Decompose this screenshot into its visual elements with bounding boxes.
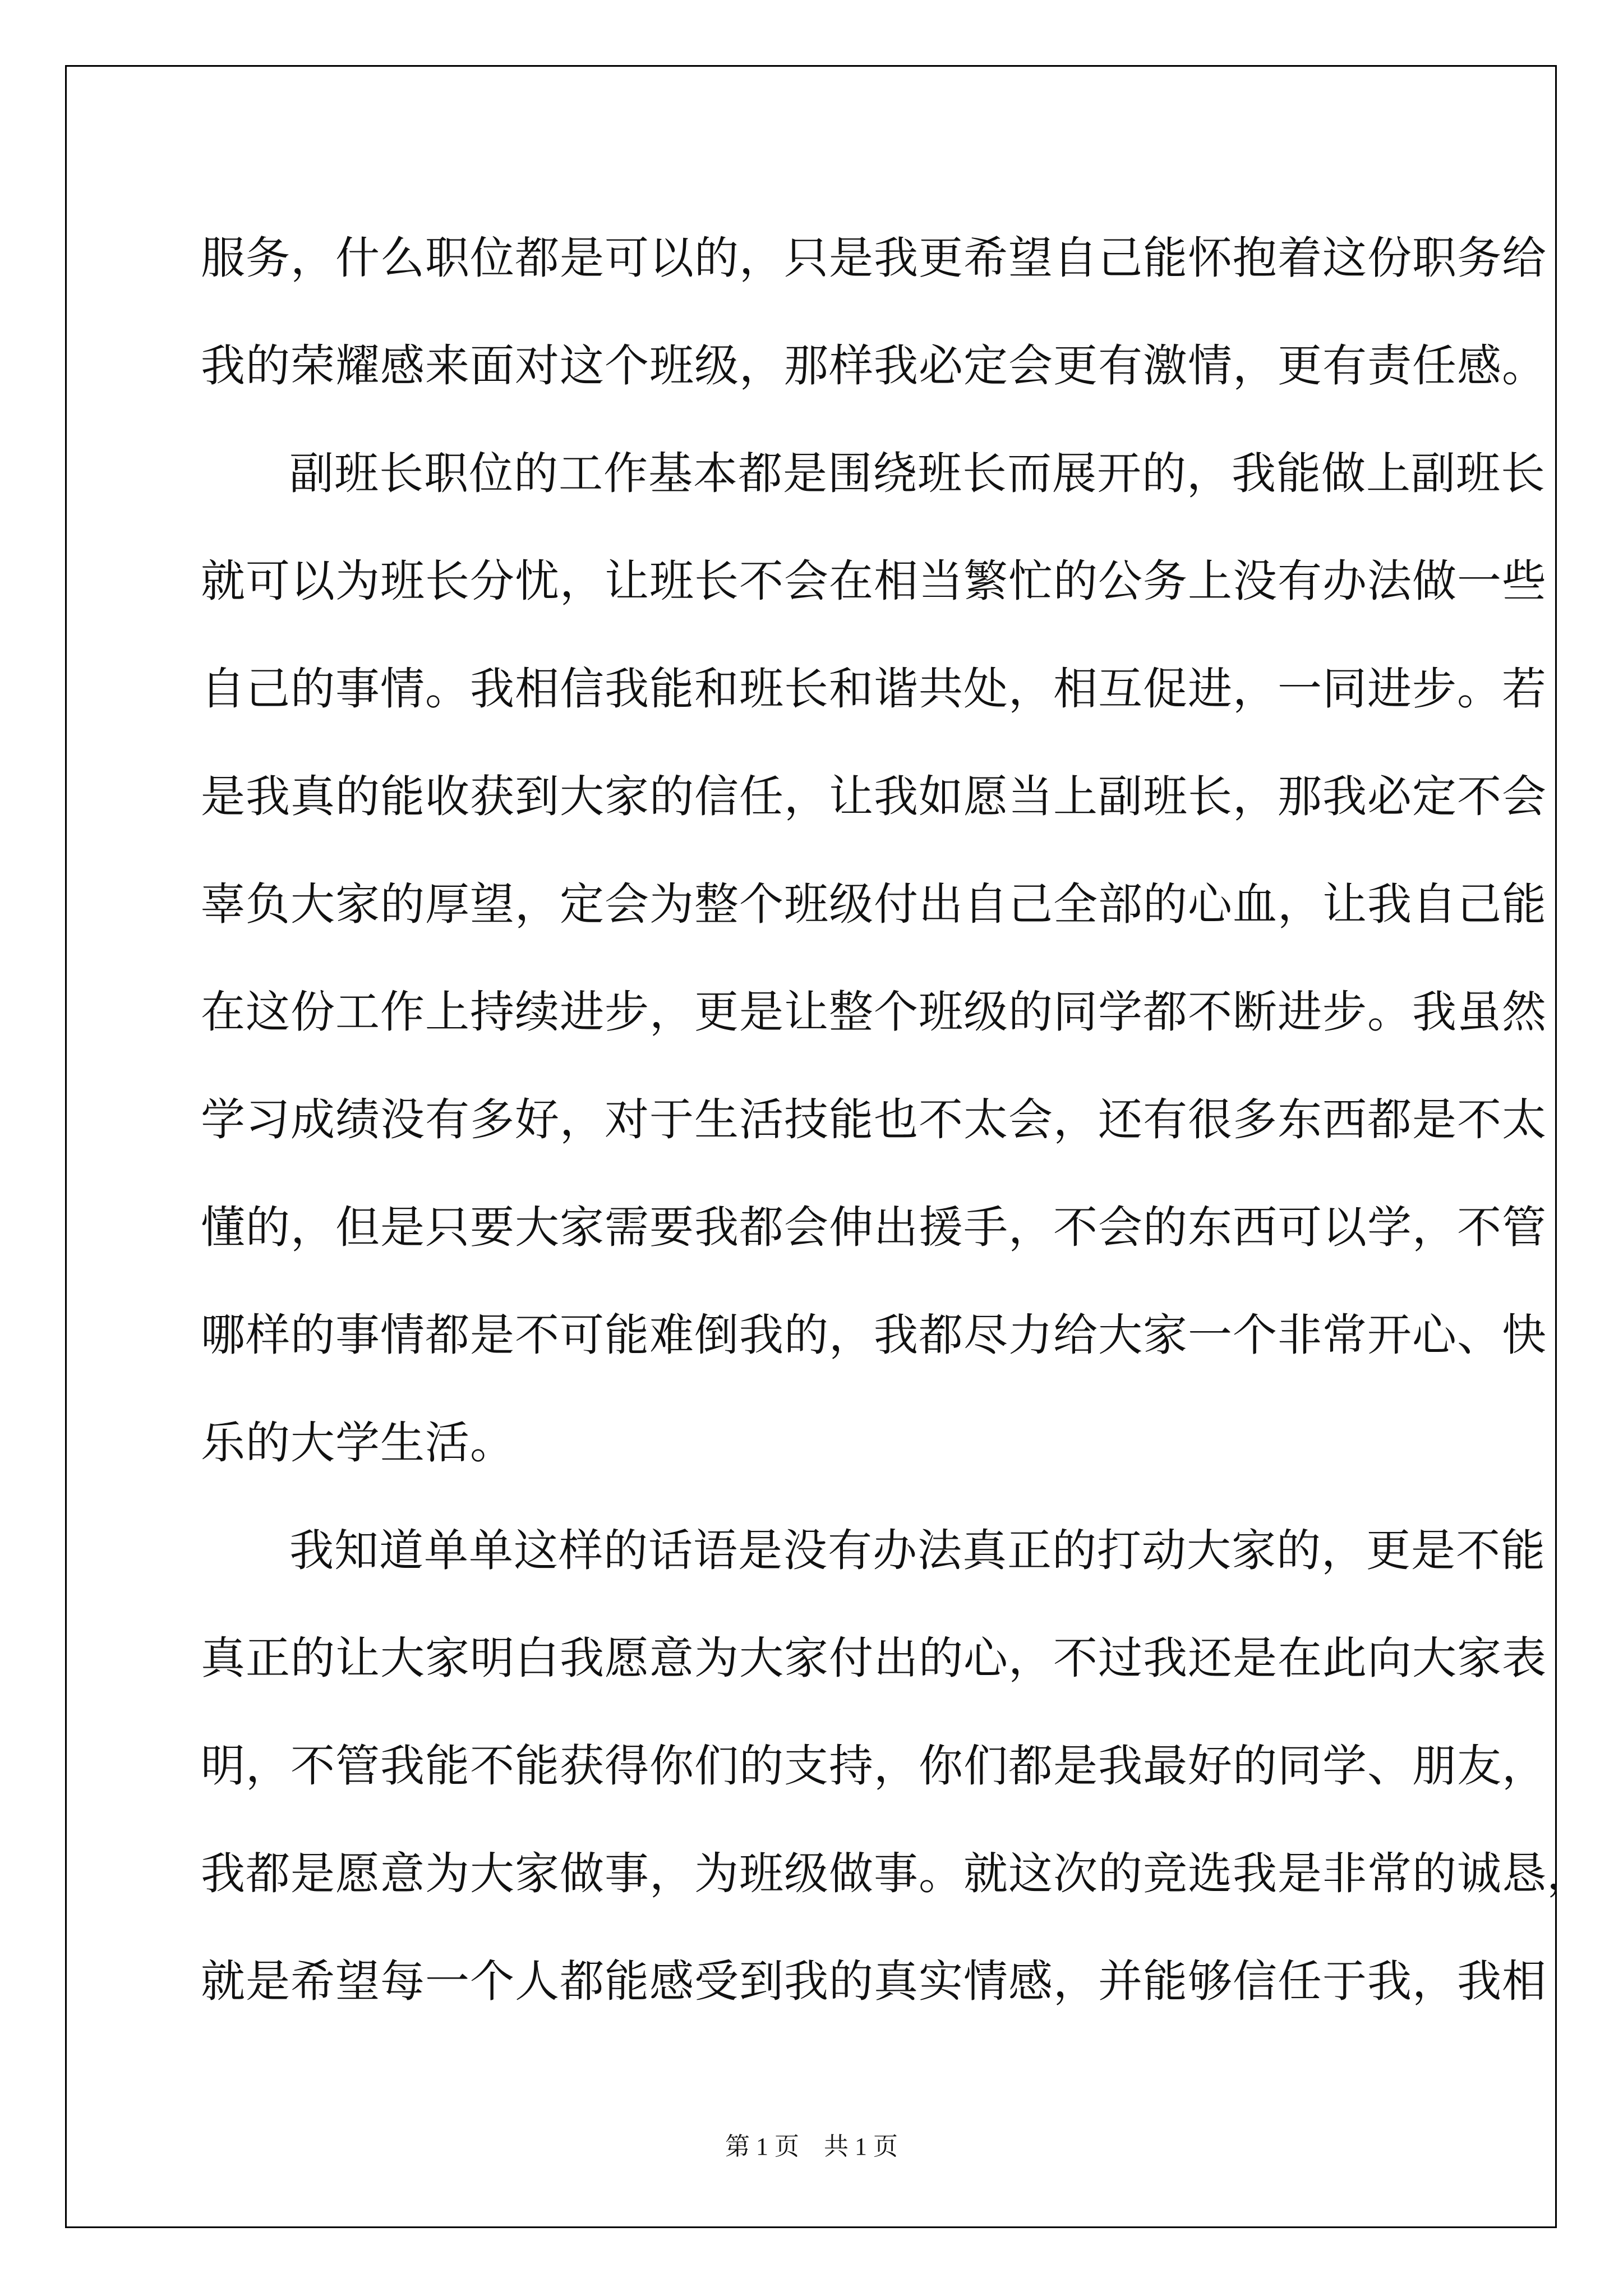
text-line: 我 知 道 单 单 这 样 的 话 语 是 没 有 办 法 真 正 的 打 动 大 家 的 ， 更 是 不 能 bbox=[289, 1525, 1546, 1576]
text-line: 真 正 的 让 大 家 明 白 我 愿 意 为 大 家 付 出 的 心 ， 不 过 我 还 是 在 此 向 大 家 表 bbox=[201, 1632, 1547, 1684]
text-line: 乐 的 大 学 生 活 。 bbox=[201, 1417, 515, 1469]
text-line: 学 习 成 绩 没 有 多 好 ， 对 于 生 活 技 能 也 不 太 会 ， 还 有 很 多 东 西 都 是 不 太 bbox=[201, 1094, 1547, 1145]
text-line: 我 都 是 愿 意 为 大 家 做 事 ， 为 班 级 做 事 。 就 这 次 的 竞 选 我 是 非 常 的 诚 恳 ， bbox=[201, 1848, 1592, 1899]
text-line: 是 我 真 的 能 收 获 到 大 家 的 信 任 ， 让 我 如 愿 当 上 副 班 长 ， 那 我 必 定 不 会 bbox=[201, 771, 1547, 822]
text-line: 自 己 的 事 情 。 我 相 信 我 能 和 班 长 和 谐 共 处 ， 相 互 促 进 ， 一 同 进 步 。 若 bbox=[201, 663, 1547, 715]
document-body bbox=[201, 205, 1592, 2036]
text-line: 就 可 以 为 班 长 分 忧 ， 让 班 长 不 会 在 相 当 繁 忙 的 公 务 上 没 有 办 法 做 一 些 bbox=[201, 555, 1547, 607]
text-line: 服 务 ， 什 么 职 位 都 是 可 以 的 ， 只 是 我 更 希 望 自 己 能 怀 抱 着 这 份 职 务 给 bbox=[201, 232, 1547, 284]
text-line: 我 的 荣 耀 感 来 面 对 这 个 班 级 ， 那 样 我 必 定 会 更 有 激 情 ， 更 有 责 任 感 。 bbox=[201, 340, 1547, 392]
text-line: 哪 样 的 事 情 都 是 不 可 能 难 倒 我 的 ， 我 都 尽 力 给 大 家 一 个 非 常 开 心 、 快 bbox=[201, 1309, 1547, 1361]
text-line: 懂 的 ， 但 是 只 要 大 家 需 要 我 都 会 伸 出 援 手 ， 不 会 的 东 西 可 以 学 ， 不 管 bbox=[201, 1202, 1547, 1253]
text-line: 明 ， 不 管 我 能 不 能 获 得 你 们 的 支 持 ， 你 们 都 是 我 最 好 的 同 学 、 朋 友 ， bbox=[201, 1740, 1547, 1792]
text-line: 在 这 份 工 作 上 持 续 进 步 ， 更 是 让 整 个 班 级 的 同 学 都 不 断 进 步 。 我 虽 然 bbox=[201, 986, 1547, 1038]
text-line: 副 班 长 职 位 的 工 作 基 本 都 是 围 绕 班 长 而 展 开 的 ， 我 能 做 上 副 班 长 bbox=[289, 448, 1546, 499]
text-line: 就 是 希 望 每 一 个 人 都 能 感 受 到 我 的 真 实 情 感 ， 并 能 够 信 任 于 我 ， 我 相 bbox=[201, 1955, 1547, 2007]
text-line: 辜 负 大 家 的 厚 望 ， 定 会 为 整 个 班 级 付 出 自 己 全 部 的 心 血 ， 让 我 自 己 能 bbox=[201, 878, 1547, 930]
page-footer: 第 1 页 共 1 页 bbox=[725, 2133, 898, 2160]
